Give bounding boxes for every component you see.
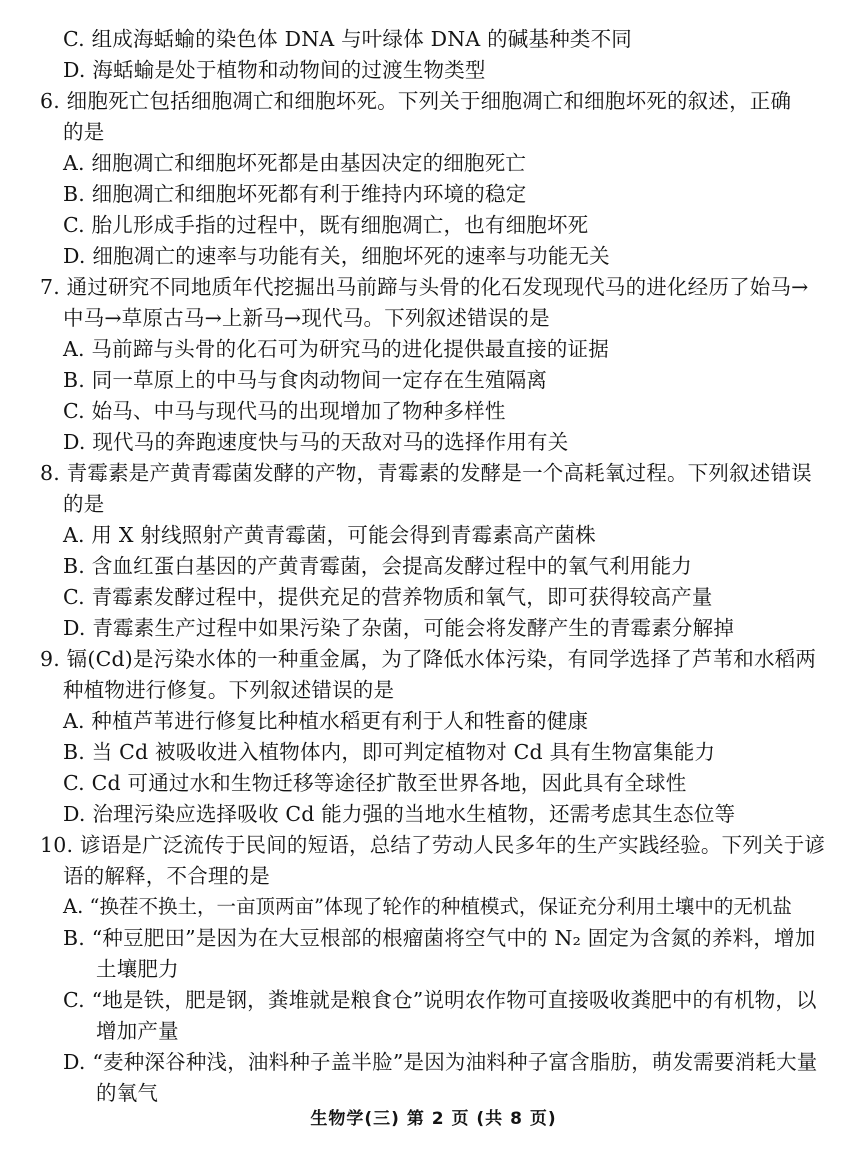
question-6: 6. 细胞死亡包括细胞凋亡和细胞坏死。下列关于细胞凋亡和细胞坏死的叙述，正确 xyxy=(40,89,792,113)
question-9: 9. 镉(Cd)是污染水体的一种重金属，为了降低水体污染，有同学选择了芦苇和水稻两 xyxy=(40,647,817,671)
option-7d: D. 现代马的奔跑速度快与马的天敌对马的选择作用有关 xyxy=(63,430,569,454)
option-9d: D. 治理污染应选择吸收 Cd 能力强的当地水生植物，还需考虑其生态位等 xyxy=(63,802,736,826)
option-10c: C. “地是铁，肥是钢，粪堆就是粮食仓”说明农作物可直接吸收粪肥中的有机物，以 xyxy=(63,988,817,1012)
option-10d: D. “麦种深谷种浅，油料种子盖半脸”是因为油料种子富含脂肪，萌发需要消耗大量 xyxy=(63,1050,818,1074)
option-6d: D. 细胞凋亡的速率与功能有关，细胞坏死的速率与功能无关 xyxy=(63,244,610,268)
question-10-cont: 语的解释，不合理的是 xyxy=(63,864,270,888)
option-6a: A. 细胞凋亡和细胞坏死都是由基因决定的细胞死亡 xyxy=(63,151,527,175)
option-10a: A. “换茬不换土，一亩顶两亩”体现了轮作的种植模式，保证充分利用土壤中的无机盐 xyxy=(63,895,792,918)
option-6c: C. 胎儿形成手指的过程中，既有细胞凋亡，也有细胞坏死 xyxy=(63,213,589,237)
option-5d: D. 海蛞蝓是处于植物和动物间的过渡生物类型 xyxy=(63,58,486,82)
option-5c: C. 组成海蛞蝓的染色体 DNA 与叶绿体 DNA 的碱基种类不同 xyxy=(63,27,633,51)
option-9c: C. Cd 可通过水和生物迁移等途径扩散至世界各地，因此具有全球性 xyxy=(63,771,687,795)
option-7c: C. 始马、中马与现代马的出现增加了物种多样性 xyxy=(63,399,506,423)
question-8-cont: 的是 xyxy=(63,492,105,516)
option-10b-cont: 土壤肥力 xyxy=(96,957,179,981)
question-8: 8. 青霉素是产黄青霉菌发酵的产物，青霉素的发酵是一个高耗氧过程。下列叙述错误 xyxy=(40,461,812,485)
question-7: 7. 通过研究不同地质年代挖掘出马前蹄与头骨的化石发现现代马的进化经历了始马→ xyxy=(40,275,809,299)
question-10: 10. 谚语是广泛流传于民间的短语，总结了劳动人民多年的生产实践经验。下列关于谚 xyxy=(40,833,826,857)
question-9-cont: 种植物进行修复。下列叙述错误的是 xyxy=(63,678,395,702)
option-9b: B. 当 Cd 被吸收进入植物体内，即可判定植物对 Cd 具有生物富集能力 xyxy=(63,740,716,764)
option-10c-cont: 增加产量 xyxy=(96,1019,179,1043)
option-8b: B. 含血红蛋白基因的产黄青霉菌，会提高发酵过程中的氧气利用能力 xyxy=(63,554,692,578)
option-7b: B. 同一草原上的中马与食肉动物间一定存在生殖隔离 xyxy=(63,368,548,392)
option-8c: C. 青霉素发酵过程中，提供充足的营养物质和氧气，即可获得较高产量 xyxy=(63,585,713,609)
option-10b: B. “种豆肥田”是因为在大豆根部的根瘤菌将空气中的 N₂ 固定为含氮的养料，增加 xyxy=(63,926,816,950)
option-9a: A. 种植芦苇进行修复比种植水稻更有利于人和牲畜的健康 xyxy=(63,709,589,733)
question-6-cont: 的是 xyxy=(63,120,105,144)
option-8d: D. 青霉素生产过程中如果污染了杂菌，可能会将发酵产生的青霉素分解掉 xyxy=(63,616,735,640)
option-8a: A. 用 X 射线照射产黄青霉菌，可能会得到青霉素高产菌株 xyxy=(63,523,596,547)
option-10d-cont: 的氧气 xyxy=(96,1081,159,1105)
page-footer: 生物学(三) 第 2 页 (共 8 页) xyxy=(310,1109,557,1129)
option-7a: A. 马前蹄与头骨的化石可为研究马的进化提供最直接的证据 xyxy=(63,337,609,361)
question-7-cont: 中马→草原古马→上新马→现代马。下列叙述错误的是 xyxy=(63,306,550,330)
option-6b: B. 细胞凋亡和细胞坏死都有利于维持内环境的稳定 xyxy=(63,182,527,206)
